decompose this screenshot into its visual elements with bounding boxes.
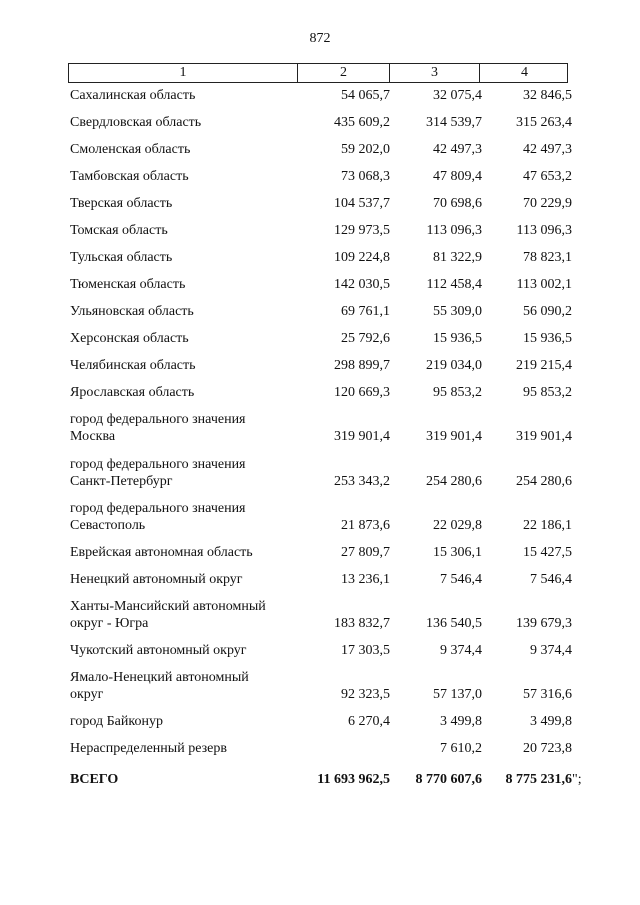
row-value-col3: 15 936,5 [433, 331, 482, 346]
row-value-col4: 56 090,2 [523, 304, 572, 319]
row-value-col3: 7 610,2 [440, 741, 482, 756]
row-name-line2: округ [70, 687, 104, 702]
row-value-col2: 54 065,7 [341, 88, 390, 103]
total-label: ВСЕГО [70, 772, 119, 787]
row-name: Смоленская область [70, 142, 191, 157]
row-value-col3: 314 539,7 [426, 115, 482, 130]
row-name: Тамбовская область [70, 169, 189, 184]
table-header [68, 63, 568, 83]
row-value-col3: 319 901,4 [426, 429, 482, 444]
row-value-col2: 435 609,2 [334, 115, 390, 130]
row-value-col3: 113 096,3 [426, 223, 482, 238]
row-name-line2: округ - Югра [70, 616, 149, 631]
row-name-line1: город федерального значения [70, 501, 246, 516]
row-name: Челябинская область [70, 358, 196, 373]
row-name: Ярославская область [70, 385, 195, 400]
row-value-col4: 113 096,3 [516, 223, 572, 238]
row-value-col4: 20 723,8 [523, 741, 572, 756]
header-col-4: 4 [479, 64, 569, 82]
row-value-col3: 3 499,8 [440, 714, 482, 729]
row-value-col3: 22 029,8 [433, 518, 482, 533]
row-value-col2: 17 303,5 [341, 643, 390, 658]
row-value-col2: 253 343,2 [334, 474, 390, 489]
total-value-col4: 8 775 231,6 [505, 772, 572, 787]
row-name: Свердловская область [70, 115, 202, 130]
row-value-col4: 47 653,2 [523, 169, 572, 184]
row-name: город Байконур [70, 714, 163, 729]
row-value-col4: 32 846,5 [523, 88, 572, 103]
row-name [70, 411, 300, 445]
row-value-col3: 42 497,3 [433, 142, 482, 157]
page-number: 872 [309, 31, 331, 46]
row-value-col3: 55 309,0 [433, 304, 482, 319]
row-name-line2: Санкт-Петербург [70, 474, 173, 489]
row-value-col4: 319 901,4 [516, 429, 572, 444]
row-value-col2: 59 202,0 [341, 142, 390, 157]
row-value-col4: 9 374,4 [530, 643, 572, 658]
row-value-col2: 13 236,1 [341, 572, 390, 587]
row-name: Тюменская область [70, 277, 186, 292]
row-value-col4: 113 002,1 [516, 277, 572, 292]
row-name: Томская область [70, 223, 168, 238]
row-name [70, 500, 300, 534]
row-value-col2: 6 270,4 [348, 714, 390, 729]
header-col-2: 2 [297, 64, 389, 82]
row-name [70, 669, 300, 703]
row-value-col4: 3 499,8 [530, 714, 572, 729]
row-value-col2: 21 873,6 [341, 518, 390, 533]
total-value-col3: 8 770 607,6 [415, 772, 482, 787]
row-value-col4: 15 427,5 [523, 545, 572, 560]
row-name: Нераспределенный резерв [70, 741, 227, 756]
row-name: Сахалинская область [70, 88, 196, 103]
row-value-col4: 57 316,6 [523, 687, 572, 702]
row-value-col3: 112 458,4 [426, 277, 482, 292]
row-name: Тверская область [70, 196, 173, 211]
row-value-col4: 139 679,3 [516, 616, 572, 631]
row-value-col4: 15 936,5 [523, 331, 572, 346]
row-name-line1: Ханты-Мансийский автономный [70, 599, 266, 614]
row-value-col4: 95 853,2 [523, 385, 572, 400]
row-value-col3: 7 546,4 [440, 572, 482, 587]
row-name-line1: город федерального значения [70, 457, 246, 472]
row-name: Чукотский автономный округ [70, 643, 247, 658]
row-value-col3: 57 137,0 [433, 687, 482, 702]
row-value-col2: 183 832,7 [334, 616, 390, 631]
row-name [70, 456, 300, 490]
row-value-col2: 298 899,7 [334, 358, 390, 373]
row-value-col4: 254 280,6 [516, 474, 572, 489]
row-value-col3: 81 322,9 [433, 250, 482, 265]
row-value-col2: 27 809,7 [341, 545, 390, 560]
row-value-col3: 95 853,2 [433, 385, 482, 400]
row-value-col3: 254 280,6 [426, 474, 482, 489]
row-value-col4: 78 823,1 [523, 250, 572, 265]
row-value-col2: 73 068,3 [341, 169, 390, 184]
row-value-col4: 22 186,1 [523, 518, 572, 533]
row-value-col3: 219 034,0 [426, 358, 482, 373]
row-value-col4: 219 215,4 [516, 358, 572, 373]
row-value-col4: 70 229,9 [523, 196, 572, 211]
row-name: Ульяновская область [70, 304, 194, 319]
header-col-1: 1 [179, 65, 187, 80]
header-col-3: 3 [389, 64, 479, 82]
row-value-col2: 92 323,5 [341, 687, 390, 702]
row-value-col4: 42 497,3 [523, 142, 572, 157]
row-value-col2: 142 030,5 [334, 277, 390, 292]
row-value-col3: 136 540,5 [426, 616, 482, 631]
row-name: Тульская область [70, 250, 173, 265]
row-name [70, 598, 300, 632]
row-value-col4: 7 546,4 [530, 572, 572, 587]
row-value-col2: 25 792,6 [341, 331, 390, 346]
row-value-col3: 70 698,6 [433, 196, 482, 211]
row-name: Ненецкий автономный округ [70, 572, 243, 587]
row-value-col2: 319 901,4 [334, 429, 390, 444]
row-value-col3: 15 306,1 [433, 545, 482, 560]
total-suffix: "; [572, 772, 582, 787]
row-value-col2: 104 537,7 [334, 196, 390, 211]
row-value-col3: 9 374,4 [440, 643, 482, 658]
row-value-col2: 129 973,5 [334, 223, 390, 238]
row-value-col2: 109 224,8 [334, 250, 390, 265]
row-name: Еврейская автономная область [70, 545, 253, 560]
row-value-col2: 120 669,3 [334, 385, 390, 400]
row-value-col4: 315 263,4 [516, 115, 572, 130]
total-value-col2: 11 693 962,5 [317, 772, 390, 787]
row-name: Херсонская область [70, 331, 189, 346]
row-name-line1: город федерального значения [70, 412, 246, 427]
row-name-line1: Ямало-Ненецкий автономный [70, 670, 249, 685]
row-name-line2: Москва [70, 429, 116, 444]
row-value-col3: 47 809,4 [433, 169, 482, 184]
row-value-col2: 69 761,1 [341, 304, 390, 319]
row-value-col3: 32 075,4 [433, 88, 482, 103]
row-name-line2: Севастополь [70, 518, 146, 533]
